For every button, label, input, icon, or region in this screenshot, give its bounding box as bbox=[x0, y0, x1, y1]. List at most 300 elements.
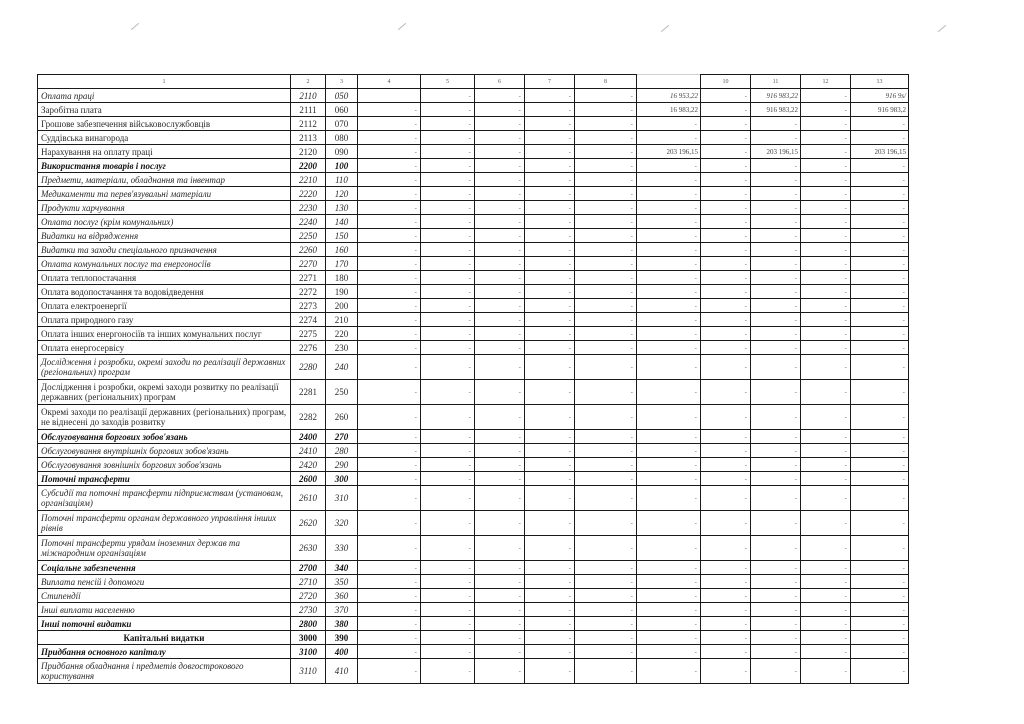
value-cell-col-11: - bbox=[751, 659, 801, 684]
line-code: 250 bbox=[326, 380, 358, 405]
value-cell-col-12: - bbox=[801, 444, 851, 458]
value-cell-col-13: - bbox=[851, 659, 909, 684]
kekv-code: 2113 bbox=[291, 131, 326, 145]
value-cell-col-5: - bbox=[421, 589, 475, 603]
row-label: Використання товарів і послуг bbox=[38, 159, 291, 173]
value-cell-col-8: - bbox=[575, 511, 637, 536]
table-row bbox=[38, 215, 909, 229]
value-cell-col-4: - bbox=[358, 145, 421, 159]
row-label: Обслуговування зовнішніх боргових зобов'язань bbox=[38, 458, 291, 472]
value-cell-col-8: - bbox=[575, 257, 637, 271]
value-cell-col-11: - bbox=[751, 201, 801, 215]
value-cell-col-13: 916 9s/ bbox=[851, 89, 909, 103]
value-cell-col-12: - bbox=[801, 511, 851, 536]
value-cell-col-8: - bbox=[575, 285, 637, 299]
column-header-8: 8 bbox=[575, 75, 637, 89]
table-row bbox=[38, 589, 909, 603]
value-cell-col-4: - bbox=[358, 313, 421, 327]
value-cell-col-6: - bbox=[475, 458, 525, 472]
value-cell-col-12: - bbox=[801, 575, 851, 589]
value-cell-col-8: - bbox=[575, 229, 637, 243]
value-cell-col-4: - bbox=[358, 444, 421, 458]
value-cell-col-12: - bbox=[801, 215, 851, 229]
value-cell-col-8: - bbox=[575, 243, 637, 257]
value-cell-col-7: - bbox=[525, 145, 575, 159]
value-cell-col-10: - bbox=[701, 659, 751, 684]
value-cell-col-13: - bbox=[851, 201, 909, 215]
value-cell-col-7: - bbox=[525, 299, 575, 313]
value-cell-col-10: - bbox=[701, 617, 751, 631]
value-cell-col-6: - bbox=[475, 159, 525, 173]
value-cell-col-8: - bbox=[575, 131, 637, 145]
value-cell-col-4: - bbox=[358, 472, 421, 486]
value-cell-col-6: - bbox=[475, 103, 525, 117]
value-cell-col-6: - bbox=[475, 430, 525, 444]
row-label: Оплата комунальних послуг та енергоносіїв bbox=[38, 257, 291, 271]
value-cell-col-7: - bbox=[525, 511, 575, 536]
value-cell-col-6: - bbox=[475, 215, 525, 229]
value-cell-col-9: - bbox=[637, 380, 701, 405]
kekv-code: 2112 bbox=[291, 117, 326, 131]
value-cell-col-6: - bbox=[475, 327, 525, 341]
column-header-9 bbox=[637, 75, 701, 89]
table-row bbox=[38, 486, 909, 511]
value-cell-col-10: - bbox=[701, 631, 751, 645]
value-cell-col-11: - bbox=[751, 536, 801, 561]
value-cell-col-4: - bbox=[358, 327, 421, 341]
value-cell-col-11: 916 983,22 bbox=[751, 103, 801, 117]
value-cell-col-13: - bbox=[851, 355, 909, 380]
value-cell-col-7: - bbox=[525, 536, 575, 561]
value-cell-col-10: - bbox=[701, 187, 751, 201]
value-cell-col-13: - bbox=[851, 327, 909, 341]
value-cell-col-9: - bbox=[637, 243, 701, 257]
value-cell-col-9: - bbox=[637, 486, 701, 511]
value-cell-col-4: - bbox=[358, 215, 421, 229]
value-cell-col-5: - bbox=[421, 243, 475, 257]
value-cell-col-13: - bbox=[851, 229, 909, 243]
value-cell-col-4: - bbox=[358, 243, 421, 257]
row-label: Придбання обладнання і предметів довгострокового користування bbox=[38, 659, 291, 684]
table-row bbox=[38, 243, 909, 257]
value-cell-col-12: - bbox=[801, 243, 851, 257]
table-row bbox=[38, 89, 909, 103]
value-cell-col-9: - bbox=[637, 405, 701, 430]
value-cell-col-4: - bbox=[358, 617, 421, 631]
value-cell-col-12: - bbox=[801, 327, 851, 341]
value-cell-col-8: - bbox=[575, 486, 637, 511]
table-row bbox=[38, 430, 909, 444]
value-cell-col-5: - bbox=[421, 561, 475, 575]
value-cell-col-4: - bbox=[358, 299, 421, 313]
value-cell-col-5: - bbox=[421, 458, 475, 472]
value-cell-col-6: - bbox=[475, 472, 525, 486]
line-code: 170 bbox=[326, 257, 358, 271]
value-cell-col-6: - bbox=[475, 631, 525, 645]
value-cell-col-4 bbox=[358, 89, 421, 103]
value-cell-col-5: - bbox=[421, 536, 475, 561]
value-cell-col-12: - bbox=[801, 145, 851, 159]
kekv-code: 2710 bbox=[291, 575, 326, 589]
value-cell-col-7: - bbox=[525, 603, 575, 617]
kekv-code: 2275 bbox=[291, 327, 326, 341]
value-cell-col-7: - bbox=[525, 589, 575, 603]
value-cell-col-12: - bbox=[801, 201, 851, 215]
value-cell-col-10: - bbox=[701, 229, 751, 243]
value-cell-col-5: - bbox=[421, 405, 475, 430]
value-cell-col-12: - bbox=[801, 405, 851, 430]
scan-speck bbox=[398, 23, 406, 30]
value-cell-col-5: - bbox=[421, 103, 475, 117]
value-cell-col-6: - bbox=[475, 341, 525, 355]
value-cell-col-6: - bbox=[475, 486, 525, 511]
value-cell-col-5: - bbox=[421, 299, 475, 313]
line-code: 080 bbox=[326, 131, 358, 145]
value-cell-col-4: - bbox=[358, 511, 421, 536]
kekv-code: 2111 bbox=[291, 103, 326, 117]
value-cell-col-10: - bbox=[701, 575, 751, 589]
table-row bbox=[38, 299, 909, 313]
column-header-10: 10 bbox=[701, 75, 751, 89]
line-code: 130 bbox=[326, 201, 358, 215]
value-cell-col-4: - bbox=[358, 561, 421, 575]
value-cell-col-12: - bbox=[801, 103, 851, 117]
value-cell-col-4: - bbox=[358, 575, 421, 589]
value-cell-col-10: - bbox=[701, 355, 751, 380]
value-cell-col-4: - bbox=[358, 173, 421, 187]
row-label: Стипендії bbox=[38, 589, 291, 603]
value-cell-col-8: - bbox=[575, 327, 637, 341]
value-cell-col-5: - bbox=[421, 145, 475, 159]
value-cell-col-5: - bbox=[421, 430, 475, 444]
value-cell-col-11: - bbox=[751, 561, 801, 575]
kekv-code: 2210 bbox=[291, 173, 326, 187]
table-row bbox=[38, 617, 909, 631]
value-cell-col-10: - bbox=[701, 285, 751, 299]
value-cell-col-5: - bbox=[421, 659, 475, 684]
value-cell-col-9: - bbox=[637, 257, 701, 271]
value-cell-col-6: - bbox=[475, 589, 525, 603]
value-cell-col-12: - bbox=[801, 536, 851, 561]
row-label: Грошове забезпечення військовослужбовців bbox=[38, 117, 291, 131]
value-cell-col-6: - bbox=[475, 659, 525, 684]
table-row bbox=[38, 131, 909, 145]
kekv-code: 2110 bbox=[291, 89, 326, 103]
table-row bbox=[38, 117, 909, 131]
column-header-1: 1 bbox=[38, 75, 291, 89]
value-cell-col-9: - bbox=[637, 589, 701, 603]
value-cell-col-10: - bbox=[701, 561, 751, 575]
value-cell-col-9: - bbox=[637, 285, 701, 299]
row-label: Обслуговування боргових зобов'язань bbox=[38, 430, 291, 444]
row-label: Оплата теплопостачання bbox=[38, 271, 291, 285]
value-cell-col-12: - bbox=[801, 458, 851, 472]
table-row bbox=[38, 145, 909, 159]
value-cell-col-8: - bbox=[575, 430, 637, 444]
line-code: 260 bbox=[326, 405, 358, 430]
value-cell-col-13: - bbox=[851, 631, 909, 645]
value-cell-col-10: - bbox=[701, 145, 751, 159]
table-row bbox=[38, 659, 909, 684]
value-cell-col-12: - bbox=[801, 229, 851, 243]
value-cell-col-6: - bbox=[475, 645, 525, 659]
value-cell-col-13: - bbox=[851, 472, 909, 486]
value-cell-col-4: - bbox=[358, 229, 421, 243]
table-row bbox=[38, 631, 909, 645]
row-label: Оплата природного газу bbox=[38, 313, 291, 327]
value-cell-col-7: - bbox=[525, 229, 575, 243]
value-cell-col-7: - bbox=[525, 257, 575, 271]
row-label: Оплата послуг (крім комунальних) bbox=[38, 215, 291, 229]
row-label: Видатки та заходи спеціального призначення bbox=[38, 243, 291, 257]
value-cell-col-12: - bbox=[801, 313, 851, 327]
value-cell-col-9: - bbox=[637, 444, 701, 458]
kekv-code: 2200 bbox=[291, 159, 326, 173]
row-label: Суддівська винагорода bbox=[38, 131, 291, 145]
value-cell-col-4: - bbox=[358, 536, 421, 561]
value-cell-col-11: 203 196,15 bbox=[751, 145, 801, 159]
kekv-code: 2410 bbox=[291, 444, 326, 458]
kekv-code: 2610 bbox=[291, 486, 326, 511]
value-cell-col-4: - bbox=[358, 201, 421, 215]
value-cell-col-11: - bbox=[751, 285, 801, 299]
value-cell-col-11: - bbox=[751, 575, 801, 589]
value-cell-col-11: - bbox=[751, 405, 801, 430]
value-cell-col-7: - bbox=[525, 313, 575, 327]
value-cell-col-8: - bbox=[575, 173, 637, 187]
value-cell-col-12: - bbox=[801, 380, 851, 405]
value-cell-col-13: - bbox=[851, 257, 909, 271]
value-cell-col-7: - bbox=[525, 444, 575, 458]
value-cell-col-13: - bbox=[851, 458, 909, 472]
value-cell-col-7: - bbox=[525, 405, 575, 430]
value-cell-col-12: - bbox=[801, 430, 851, 444]
value-cell-col-8: - bbox=[575, 341, 637, 355]
kekv-code: 2260 bbox=[291, 243, 326, 257]
value-cell-col-7: - bbox=[525, 659, 575, 684]
kekv-code: 2730 bbox=[291, 603, 326, 617]
value-cell-col-7: - bbox=[525, 285, 575, 299]
value-cell-col-6: - bbox=[475, 89, 525, 103]
value-cell-col-9: - bbox=[637, 131, 701, 145]
value-cell-col-7: - bbox=[525, 327, 575, 341]
value-cell-col-5: - bbox=[421, 201, 475, 215]
row-label: Предмети, матеріали, обладнання та інвентар bbox=[38, 173, 291, 187]
table-body bbox=[38, 75, 909, 684]
line-code: 210 bbox=[326, 313, 358, 327]
value-cell-col-13: - bbox=[851, 341, 909, 355]
column-header-2: 2 bbox=[291, 75, 326, 89]
line-code: 290 bbox=[326, 458, 358, 472]
value-cell-col-6: - bbox=[475, 117, 525, 131]
value-cell-col-9: - bbox=[637, 603, 701, 617]
column-header-5: 5 bbox=[421, 75, 475, 89]
value-cell-col-5: - bbox=[421, 486, 475, 511]
table-row bbox=[38, 355, 909, 380]
value-cell-col-12: - bbox=[801, 617, 851, 631]
value-cell-col-4: - bbox=[358, 458, 421, 472]
column-header-3: 3 bbox=[326, 75, 358, 89]
value-cell-col-12: - bbox=[801, 271, 851, 285]
value-cell-col-8: - bbox=[575, 313, 637, 327]
table-row bbox=[38, 380, 909, 405]
value-cell-col-7: - bbox=[525, 159, 575, 173]
value-cell-col-12: - bbox=[801, 355, 851, 380]
value-cell-col-11: - bbox=[751, 341, 801, 355]
value-cell-col-12: - bbox=[801, 89, 851, 103]
value-cell-col-12: - bbox=[801, 285, 851, 299]
table-row bbox=[38, 511, 909, 536]
value-cell-col-7: - bbox=[525, 617, 575, 631]
value-cell-col-11: - bbox=[751, 444, 801, 458]
value-cell-col-13: - bbox=[851, 187, 909, 201]
value-cell-col-9: - bbox=[637, 575, 701, 589]
kekv-code: 2281 bbox=[291, 380, 326, 405]
value-cell-col-9: - bbox=[637, 659, 701, 684]
value-cell-col-9: - bbox=[637, 341, 701, 355]
line-code: 280 bbox=[326, 444, 358, 458]
value-cell-col-11: - bbox=[751, 299, 801, 313]
value-cell-col-10: - bbox=[701, 117, 751, 131]
value-cell-col-9: - bbox=[637, 215, 701, 229]
value-cell-col-4: - bbox=[358, 631, 421, 645]
value-cell-col-5: - bbox=[421, 117, 475, 131]
value-cell-col-6: - bbox=[475, 561, 525, 575]
value-cell-col-7: - bbox=[525, 117, 575, 131]
value-cell-col-4: - bbox=[358, 103, 421, 117]
row-label: Інші поточні видатки bbox=[38, 617, 291, 631]
value-cell-col-9: - bbox=[637, 173, 701, 187]
value-cell-col-7: - bbox=[525, 243, 575, 257]
value-cell-col-8: - bbox=[575, 187, 637, 201]
line-code: 190 bbox=[326, 285, 358, 299]
value-cell-col-6: - bbox=[475, 313, 525, 327]
line-code: 310 bbox=[326, 486, 358, 511]
table-row bbox=[38, 536, 909, 561]
value-cell-col-13: - bbox=[851, 444, 909, 458]
line-code: 240 bbox=[326, 355, 358, 380]
value-cell-col-7: - bbox=[525, 575, 575, 589]
line-code: 160 bbox=[326, 243, 358, 257]
value-cell-col-11: - bbox=[751, 313, 801, 327]
value-cell-col-8: - bbox=[575, 645, 637, 659]
value-cell-col-10: - bbox=[701, 589, 751, 603]
value-cell-col-4: - bbox=[358, 589, 421, 603]
value-cell-col-7: - bbox=[525, 645, 575, 659]
row-label: Оплата енергосервісу bbox=[38, 341, 291, 355]
value-cell-col-13: - bbox=[851, 299, 909, 313]
value-cell-col-5: - bbox=[421, 341, 475, 355]
value-cell-col-7: - bbox=[525, 89, 575, 103]
value-cell-col-5: - bbox=[421, 617, 475, 631]
value-cell-col-13: - bbox=[851, 575, 909, 589]
value-cell-col-10: - bbox=[701, 89, 751, 103]
value-cell-col-8: - bbox=[575, 589, 637, 603]
row-label: Окремі заходи по реалізації державних (регіональних) програм, не віднесені до заходів розвитку bbox=[38, 405, 291, 430]
line-code: 340 bbox=[326, 561, 358, 575]
value-cell-col-10: - bbox=[701, 103, 751, 117]
value-cell-col-5: - bbox=[421, 603, 475, 617]
value-cell-col-9: - bbox=[637, 472, 701, 486]
value-cell-col-5: - bbox=[421, 575, 475, 589]
value-cell-col-9: - bbox=[637, 299, 701, 313]
value-cell-col-8: - bbox=[575, 561, 637, 575]
line-code: 330 bbox=[326, 536, 358, 561]
value-cell-col-5: - bbox=[421, 645, 475, 659]
table-row bbox=[38, 341, 909, 355]
value-cell-col-7: - bbox=[525, 380, 575, 405]
value-cell-col-8: - bbox=[575, 355, 637, 380]
value-cell-col-13: - bbox=[851, 159, 909, 173]
row-label: Субсидії та поточні трансферти підприємствам (установам, організаціям) bbox=[38, 486, 291, 511]
line-code: 110 bbox=[326, 173, 358, 187]
scan-speck bbox=[661, 25, 669, 32]
value-cell-col-5: - bbox=[421, 215, 475, 229]
value-cell-col-10: - bbox=[701, 511, 751, 536]
line-code: 070 bbox=[326, 117, 358, 131]
value-cell-col-11: - bbox=[751, 472, 801, 486]
value-cell-col-8: - bbox=[575, 299, 637, 313]
line-code: 230 bbox=[326, 341, 358, 355]
value-cell-col-10: - bbox=[701, 486, 751, 511]
value-cell-col-6: - bbox=[475, 229, 525, 243]
value-cell-col-9: - bbox=[637, 458, 701, 472]
value-cell-col-4: - bbox=[358, 117, 421, 131]
value-cell-col-7: - bbox=[525, 631, 575, 645]
value-cell-col-12: - bbox=[801, 561, 851, 575]
column-header-13: 13 bbox=[851, 75, 909, 89]
value-cell-col-12: - bbox=[801, 472, 851, 486]
kekv-code: 2620 bbox=[291, 511, 326, 536]
column-header-12: 12 bbox=[801, 75, 851, 89]
row-label: Продукти харчування bbox=[38, 201, 291, 215]
value-cell-col-10: - bbox=[701, 536, 751, 561]
value-cell-col-9: - bbox=[637, 645, 701, 659]
value-cell-col-12: - bbox=[801, 631, 851, 645]
kekv-code: 2800 bbox=[291, 617, 326, 631]
row-label: Придбання основного капіталу bbox=[38, 645, 291, 659]
scan-speck bbox=[131, 23, 139, 30]
row-label: Оплата водопостачання та водовідведення bbox=[38, 285, 291, 299]
value-cell-col-8: - bbox=[575, 271, 637, 285]
value-cell-col-6: - bbox=[475, 201, 525, 215]
kekv-code: 2271 bbox=[291, 271, 326, 285]
kekv-code: 2273 bbox=[291, 299, 326, 313]
value-cell-col-13: - bbox=[851, 536, 909, 561]
value-cell-col-7: - bbox=[525, 430, 575, 444]
value-cell-col-8: - bbox=[575, 631, 637, 645]
value-cell-col-11: - bbox=[751, 215, 801, 229]
row-label: Дослідження і розробки, окремі заходи розвитку по реалізації державних (регіональних) програм bbox=[38, 380, 291, 405]
table-row bbox=[38, 285, 909, 299]
value-cell-col-13: - bbox=[851, 243, 909, 257]
value-cell-col-12: - bbox=[801, 159, 851, 173]
value-cell-col-9: - bbox=[637, 117, 701, 131]
table-row bbox=[38, 645, 909, 659]
value-cell-col-13: - bbox=[851, 617, 909, 631]
value-cell-col-8: - bbox=[575, 103, 637, 117]
value-cell-col-13: - bbox=[851, 215, 909, 229]
value-cell-col-7: - bbox=[525, 486, 575, 511]
value-cell-col-8: - bbox=[575, 89, 637, 103]
value-cell-col-8: - bbox=[575, 603, 637, 617]
value-cell-col-11: - bbox=[751, 131, 801, 145]
value-cell-col-13: - bbox=[851, 486, 909, 511]
value-cell-col-9: - bbox=[637, 229, 701, 243]
value-cell-col-9: - bbox=[637, 631, 701, 645]
value-cell-col-10: - bbox=[701, 215, 751, 229]
value-cell-col-10: - bbox=[701, 444, 751, 458]
